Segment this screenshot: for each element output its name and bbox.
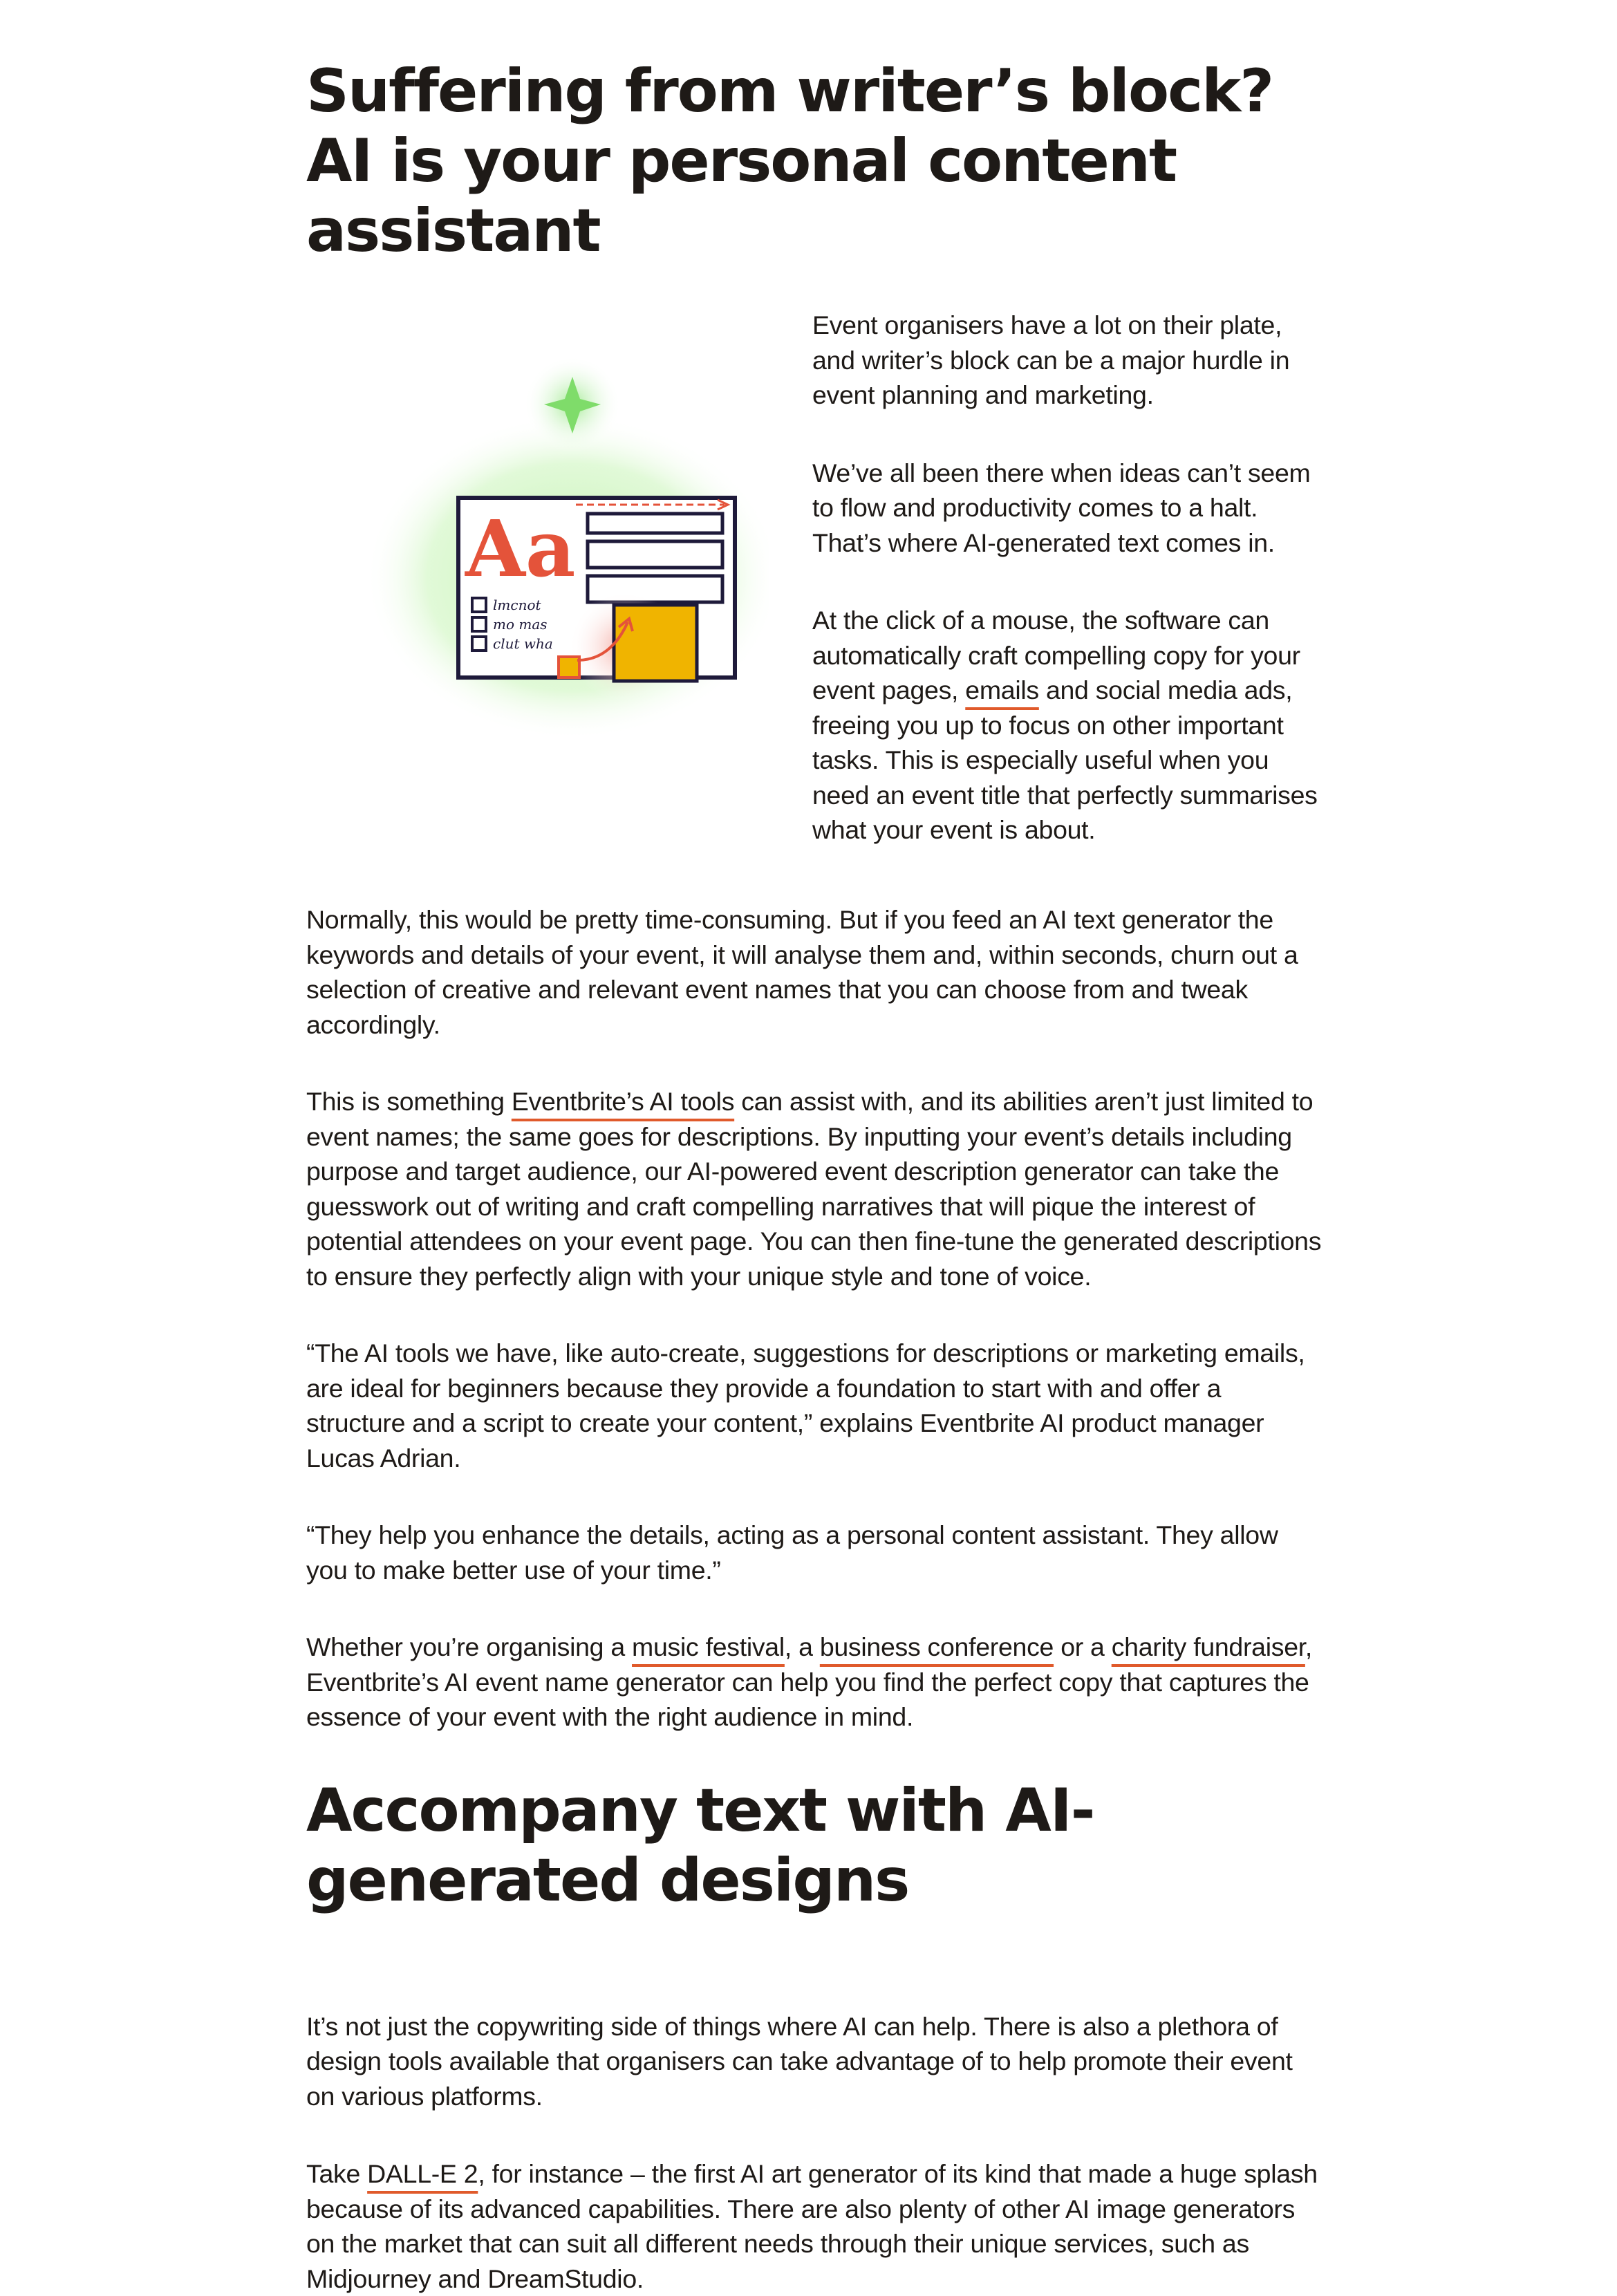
svg-text:lmcnot: lmcnot [493, 597, 541, 613]
heading-writers-block: Suffering from writer’s block? AI is your personal content assistant [306, 57, 1326, 266]
intro-section [306, 308, 1326, 902]
heading-ai-designs: Accompany text with AI-generated designs [306, 1776, 1326, 1916]
link-eventbrite-ai-tools[interactable]: Eventbrite’s AI tools [512, 1087, 734, 1116]
link-business-conference[interactable]: business conference [820, 1632, 1054, 1661]
checkbox-icon [472, 598, 486, 612]
svg-text:mo mas: mo mas [493, 616, 548, 633]
svg-text:clut wha: clut wha [493, 635, 553, 652]
article [306, 57, 1326, 2296]
checkbox-icon [472, 617, 486, 631]
paragraph: It’s not just the copywriting side of things where AI can help. There is also a plethora of design tools available that organisers can take advantage of to help promote their event on various platforms. [306, 2009, 1326, 2114]
content-editor-illustration [355, 356, 769, 771]
link-dall-e-2[interactable]: DALL-E 2 [367, 2159, 478, 2188]
paragraph: We’ve all been there when ideas can’t seem to flow and productivity comes to a halt. That’s where AI-generated text comes in. [812, 456, 1327, 561]
body-section [306, 902, 1326, 1735]
paragraph: Take DALL-E 2, for instance – the first AI art generator of its kind that made a huge splash because of its advanced capabilities. There are also plenty of other AI image generators on the market that can suit all different needs through their unique services, such as Midjourney and DreamStudio. [306, 2156, 1326, 2296]
ai-text-illustration [355, 356, 769, 771]
paragraph: Normally, this would be pretty time-consuming. But if you feed an AI text generator the keywords and details of your event, it will analyse them and, within seconds, churn out a selection of creative and relevant event names that you can choose from and tweak accordingly. [306, 902, 1326, 1042]
link-emails[interactable]: emails [965, 675, 1039, 704]
paragraph: “The AI tools we have, like auto-create, suggestions for descriptions or marketing emails, are ideal for beginners because they provide a foundation to start with and offer a structure and a script to create your content,” explains Eventbrite AI product manager Lucas Adrian. [306, 1336, 1326, 1475]
link-music-festival[interactable]: music festival [632, 1632, 785, 1661]
paragraph: At the click of a mouse, the software can automatically craft compelling copy for your event pages, emails and social media ads, freeing you up to focus on other important tasks. This is especially useful when you need an event title that perfectly summarises what your event is about. [812, 603, 1327, 848]
intro-text-column [812, 308, 1327, 848]
link-midjourney[interactable]: Midjourney [306, 2264, 431, 2293]
paragraph: Event organisers have a lot on their plate, and writer’s block can be a major hurdle in event planning and marketing. [812, 308, 1327, 413]
link-dreamstudio[interactable]: DreamStudio [487, 2264, 637, 2293]
design-section [306, 2009, 1326, 2296]
paragraph: Whether you’re organising a music festival, a business conference or a charity fundraiser, Eventbrite’s AI event name generator can help you find the perfect copy that captures the essence of your event with the right audience in mind. [306, 1630, 1326, 1735]
paragraph: This is something Eventbrite’s AI tools can assist with, and its abilities aren’t just limited to event names; the same goes for descriptions. By inputting your event’s details including purpose and target audience, our AI-powered event description generator can take the guesswork out of writing and craft compelling narratives that will pique the interest of potential attendees on your event page. You can then fine-tune the generated descriptions to ensure they perfectly align with your unique style and tone of voice. [306, 1084, 1326, 1294]
checkbox-icon [472, 637, 486, 651]
paragraph: “They help you enhance the details, acting as a personal content assistant. They allow you to make better use of your time.” [306, 1518, 1326, 1587]
link-charity-fundraiser[interactable]: charity fundraiser [1112, 1632, 1305, 1661]
image-block [614, 605, 697, 681]
aa-typography-icon: Aa [465, 504, 575, 595]
